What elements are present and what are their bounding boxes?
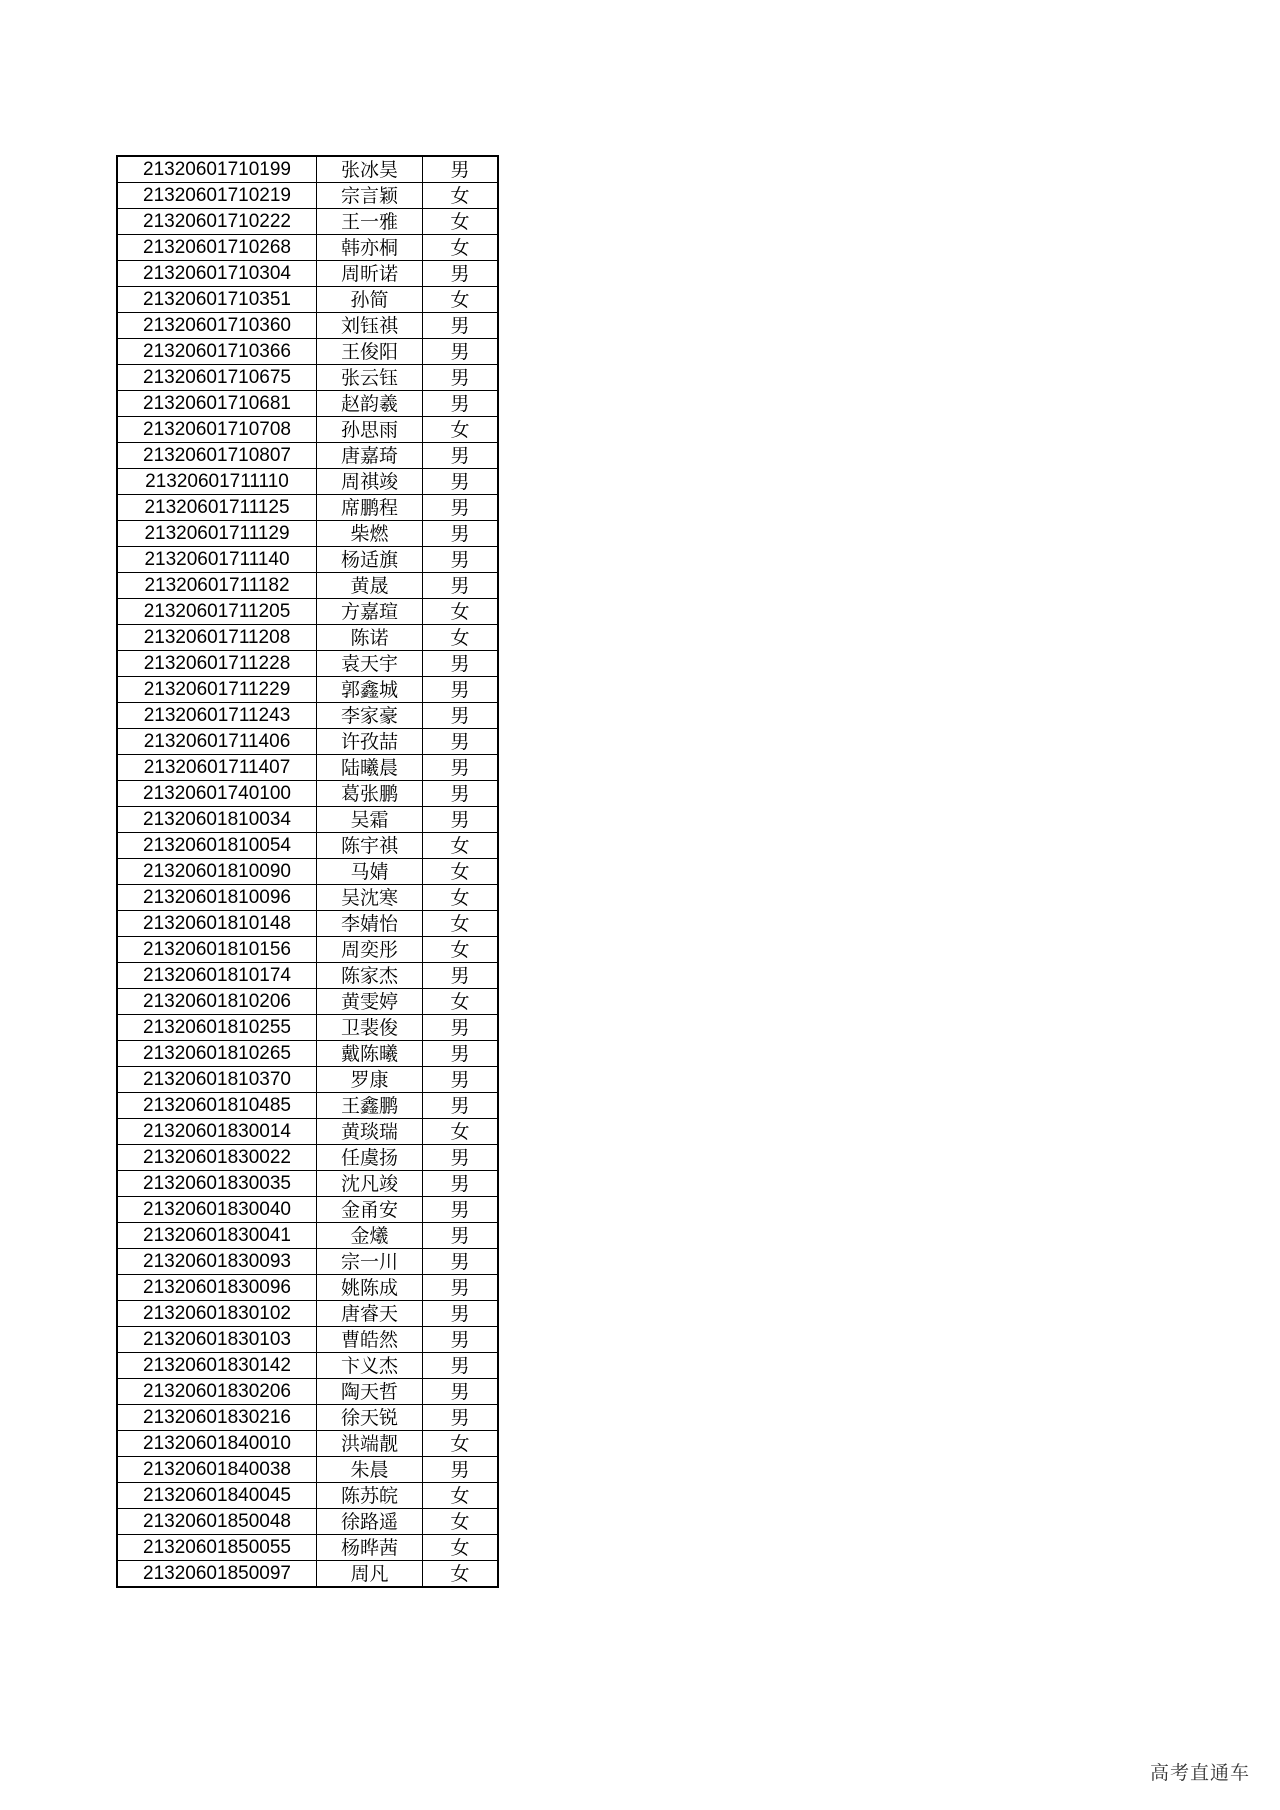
table-row bbox=[117, 573, 498, 599]
student-name-cell: 陶天哲 bbox=[317, 1379, 423, 1405]
student-sex-cell: 男 bbox=[423, 963, 499, 989]
table-row bbox=[117, 365, 498, 391]
student-sex-cell: 女 bbox=[423, 209, 499, 235]
table-row bbox=[117, 1457, 498, 1483]
student-sex-cell: 女 bbox=[423, 989, 499, 1015]
student-sex-cell: 女 bbox=[423, 235, 499, 261]
student-name-cell: 陆曦晨 bbox=[317, 755, 423, 781]
student-name-cell: 任虞扬 bbox=[317, 1145, 423, 1171]
table-row bbox=[117, 209, 498, 235]
student-id-cell: 21320601710366 bbox=[117, 339, 317, 365]
student-sex-cell: 女 bbox=[423, 859, 499, 885]
student-id-cell: 21320601830022 bbox=[117, 1145, 317, 1171]
student-name-cell: 唐嘉琦 bbox=[317, 443, 423, 469]
student-name-cell: 唐睿天 bbox=[317, 1301, 423, 1327]
student-name-cell: 杨晔茜 bbox=[317, 1535, 423, 1561]
table-row bbox=[117, 1379, 498, 1405]
student-sex-cell: 男 bbox=[423, 807, 499, 833]
table-row bbox=[117, 391, 498, 417]
student-name-cell: 姚陈成 bbox=[317, 1275, 423, 1301]
table-row bbox=[117, 937, 498, 963]
student-name-cell: 陈苏皖 bbox=[317, 1483, 423, 1509]
student-id-cell: 21320601830014 bbox=[117, 1119, 317, 1145]
table-row bbox=[117, 183, 498, 209]
student-name-cell: 张云钰 bbox=[317, 365, 423, 391]
student-sex-cell: 女 bbox=[423, 1431, 499, 1457]
student-sex-cell: 男 bbox=[423, 781, 499, 807]
student-sex-cell: 女 bbox=[423, 1561, 499, 1588]
table-row bbox=[117, 1145, 498, 1171]
student-name-cell: 宗言颖 bbox=[317, 183, 423, 209]
student-sex-cell: 女 bbox=[423, 599, 499, 625]
student-name-cell: 曹皓然 bbox=[317, 1327, 423, 1353]
table-row bbox=[117, 989, 498, 1015]
student-name-cell: 葛张鹏 bbox=[317, 781, 423, 807]
student-id-cell: 21320601850097 bbox=[117, 1561, 317, 1588]
student-name-cell: 朱晨 bbox=[317, 1457, 423, 1483]
student-id-cell: 21320601810265 bbox=[117, 1041, 317, 1067]
student-sex-cell: 男 bbox=[423, 391, 499, 417]
student-name-cell: 赵韵羲 bbox=[317, 391, 423, 417]
student-id-cell: 21320601710708 bbox=[117, 417, 317, 443]
student-sex-cell: 男 bbox=[423, 1353, 499, 1379]
student-sex-cell: 男 bbox=[423, 1041, 499, 1067]
student-id-cell: 21320601810370 bbox=[117, 1067, 317, 1093]
student-name-cell: 陈家杰 bbox=[317, 963, 423, 989]
student-id-cell: 21320601840045 bbox=[117, 1483, 317, 1509]
table-row bbox=[117, 287, 498, 313]
student-name-cell: 张冰昊 bbox=[317, 156, 423, 183]
student-name-cell: 徐天锐 bbox=[317, 1405, 423, 1431]
student-name-cell: 罗康 bbox=[317, 1067, 423, 1093]
student-sex-cell: 男 bbox=[423, 156, 499, 183]
student-id-cell: 21320601710268 bbox=[117, 235, 317, 261]
student-name-cell: 王鑫鹏 bbox=[317, 1093, 423, 1119]
student-roster-table bbox=[116, 155, 499, 1588]
student-id-cell: 21320601830040 bbox=[117, 1197, 317, 1223]
student-id-cell: 21320601710222 bbox=[117, 209, 317, 235]
student-id-cell: 21320601840038 bbox=[117, 1457, 317, 1483]
student-sex-cell: 男 bbox=[423, 261, 499, 287]
student-id-cell: 21320601810054 bbox=[117, 833, 317, 859]
student-name-cell: 席鹏程 bbox=[317, 495, 423, 521]
student-sex-cell: 男 bbox=[423, 339, 499, 365]
student-sex-cell: 男 bbox=[423, 1379, 499, 1405]
table-row bbox=[117, 755, 498, 781]
student-name-cell: 洪端靓 bbox=[317, 1431, 423, 1457]
student-id-cell: 21320601711407 bbox=[117, 755, 317, 781]
student-name-cell: 卞义杰 bbox=[317, 1353, 423, 1379]
table-row bbox=[117, 625, 498, 651]
student-id-cell: 21320601711125 bbox=[117, 495, 317, 521]
student-id-cell: 21320601840010 bbox=[117, 1431, 317, 1457]
student-sex-cell: 男 bbox=[423, 469, 499, 495]
student-name-cell: 周祺竣 bbox=[317, 469, 423, 495]
student-id-cell: 21320601830093 bbox=[117, 1249, 317, 1275]
student-sex-cell: 男 bbox=[423, 1405, 499, 1431]
student-sex-cell: 男 bbox=[423, 1093, 499, 1119]
table-row bbox=[117, 859, 498, 885]
student-id-cell: 21320601711228 bbox=[117, 651, 317, 677]
student-sex-cell: 女 bbox=[423, 287, 499, 313]
table-row bbox=[117, 781, 498, 807]
student-name-cell: 孙思雨 bbox=[317, 417, 423, 443]
student-id-cell: 21320601810206 bbox=[117, 989, 317, 1015]
table-row bbox=[117, 156, 498, 183]
student-sex-cell: 女 bbox=[423, 1509, 499, 1535]
student-name-cell: 金爔 bbox=[317, 1223, 423, 1249]
student-sex-cell: 男 bbox=[423, 755, 499, 781]
student-sex-cell: 男 bbox=[423, 1301, 499, 1327]
student-id-cell: 21320601711229 bbox=[117, 677, 317, 703]
student-sex-cell: 男 bbox=[423, 443, 499, 469]
student-sex-cell: 男 bbox=[423, 495, 499, 521]
student-name-cell: 杨适旗 bbox=[317, 547, 423, 573]
student-name-cell: 郭鑫城 bbox=[317, 677, 423, 703]
student-sex-cell: 男 bbox=[423, 521, 499, 547]
student-sex-cell: 男 bbox=[423, 1275, 499, 1301]
student-sex-cell: 男 bbox=[423, 677, 499, 703]
student-sex-cell: 男 bbox=[423, 1249, 499, 1275]
table-row bbox=[117, 599, 498, 625]
student-id-cell: 21320601711182 bbox=[117, 573, 317, 599]
student-id-cell: 21320601710675 bbox=[117, 365, 317, 391]
table-row bbox=[117, 1093, 498, 1119]
student-name-cell: 宗一川 bbox=[317, 1249, 423, 1275]
student-id-cell: 21320601830206 bbox=[117, 1379, 317, 1405]
student-name-cell: 黄晟 bbox=[317, 573, 423, 599]
table-row bbox=[117, 469, 498, 495]
student-name-cell: 李家豪 bbox=[317, 703, 423, 729]
student-id-cell: 21320601710681 bbox=[117, 391, 317, 417]
table-row bbox=[117, 1405, 498, 1431]
student-sex-cell: 男 bbox=[423, 1327, 499, 1353]
student-sex-cell: 男 bbox=[423, 365, 499, 391]
roster-body bbox=[117, 156, 498, 1587]
student-name-cell: 韩亦桐 bbox=[317, 235, 423, 261]
student-id-cell: 21320601830142 bbox=[117, 1353, 317, 1379]
student-sex-cell: 男 bbox=[423, 703, 499, 729]
student-sex-cell: 男 bbox=[423, 1197, 499, 1223]
student-sex-cell: 女 bbox=[423, 885, 499, 911]
student-name-cell: 王一雅 bbox=[317, 209, 423, 235]
table-row bbox=[117, 807, 498, 833]
student-sex-cell: 男 bbox=[423, 1457, 499, 1483]
student-id-cell: 21320601810034 bbox=[117, 807, 317, 833]
student-id-cell: 21320601810485 bbox=[117, 1093, 317, 1119]
student-id-cell: 21320601830041 bbox=[117, 1223, 317, 1249]
student-sex-cell: 女 bbox=[423, 833, 499, 859]
student-sex-cell: 男 bbox=[423, 1145, 499, 1171]
student-id-cell: 21320601850055 bbox=[117, 1535, 317, 1561]
table-row bbox=[117, 339, 498, 365]
student-id-cell: 21320601711208 bbox=[117, 625, 317, 651]
student-sex-cell: 男 bbox=[423, 573, 499, 599]
student-id-cell: 21320601710199 bbox=[117, 156, 317, 183]
student-id-cell: 21320601710807 bbox=[117, 443, 317, 469]
student-name-cell: 黄雯婷 bbox=[317, 989, 423, 1015]
student-name-cell: 马婧 bbox=[317, 859, 423, 885]
table-row bbox=[117, 1015, 498, 1041]
student-name-cell: 徐路遥 bbox=[317, 1509, 423, 1535]
student-name-cell: 柴燃 bbox=[317, 521, 423, 547]
student-name-cell: 王俊阳 bbox=[317, 339, 423, 365]
student-sex-cell: 男 bbox=[423, 1171, 499, 1197]
student-sex-cell: 女 bbox=[423, 1119, 499, 1145]
student-name-cell: 许孜喆 bbox=[317, 729, 423, 755]
student-name-cell: 刘钰祺 bbox=[317, 313, 423, 339]
table-row bbox=[117, 495, 498, 521]
student-sex-cell: 女 bbox=[423, 417, 499, 443]
student-name-cell: 陈诺 bbox=[317, 625, 423, 651]
student-id-cell: 21320601850048 bbox=[117, 1509, 317, 1535]
student-name-cell: 周凡 bbox=[317, 1561, 423, 1588]
student-sex-cell: 女 bbox=[423, 625, 499, 651]
student-id-cell: 21320601710360 bbox=[117, 313, 317, 339]
student-sex-cell: 男 bbox=[423, 1223, 499, 1249]
table-row bbox=[117, 1431, 498, 1457]
student-sex-cell: 女 bbox=[423, 1483, 499, 1509]
table-row bbox=[117, 1353, 498, 1379]
table-row bbox=[117, 1249, 498, 1275]
table-row bbox=[117, 963, 498, 989]
table-row bbox=[117, 1535, 498, 1561]
student-id-cell: 21320601710351 bbox=[117, 287, 317, 313]
student-id-cell: 21320601830102 bbox=[117, 1301, 317, 1327]
student-sex-cell: 男 bbox=[423, 1015, 499, 1041]
student-name-cell: 周奕彤 bbox=[317, 937, 423, 963]
student-sex-cell: 男 bbox=[423, 547, 499, 573]
student-name-cell: 周昕诺 bbox=[317, 261, 423, 287]
student-sex-cell: 女 bbox=[423, 183, 499, 209]
table-row bbox=[117, 261, 498, 287]
student-name-cell: 戴陈曦 bbox=[317, 1041, 423, 1067]
student-id-cell: 21320601830096 bbox=[117, 1275, 317, 1301]
student-name-cell: 方嘉瑄 bbox=[317, 599, 423, 625]
table-row bbox=[117, 1509, 498, 1535]
student-sex-cell: 男 bbox=[423, 729, 499, 755]
student-id-cell: 21320601711205 bbox=[117, 599, 317, 625]
table-row bbox=[117, 651, 498, 677]
student-id-cell: 21320601810096 bbox=[117, 885, 317, 911]
student-id-cell: 21320601810174 bbox=[117, 963, 317, 989]
table-row bbox=[117, 1483, 498, 1509]
student-id-cell: 21320601830216 bbox=[117, 1405, 317, 1431]
student-id-cell: 21320601810090 bbox=[117, 859, 317, 885]
table-row bbox=[117, 729, 498, 755]
student-id-cell: 21320601740100 bbox=[117, 781, 317, 807]
table-row bbox=[117, 235, 498, 261]
student-name-cell: 卫裴俊 bbox=[317, 1015, 423, 1041]
table-row bbox=[117, 1119, 498, 1145]
student-id-cell: 21320601711243 bbox=[117, 703, 317, 729]
student-name-cell: 陈宇祺 bbox=[317, 833, 423, 859]
student-id-cell: 21320601810255 bbox=[117, 1015, 317, 1041]
table-row bbox=[117, 1067, 498, 1093]
student-id-cell: 21320601810148 bbox=[117, 911, 317, 937]
table-row bbox=[117, 521, 498, 547]
table-row bbox=[117, 703, 498, 729]
student-name-cell: 沈凡竣 bbox=[317, 1171, 423, 1197]
student-sex-cell: 男 bbox=[423, 651, 499, 677]
table-row bbox=[117, 677, 498, 703]
student-name-cell: 黄琰瑞 bbox=[317, 1119, 423, 1145]
table-row bbox=[117, 833, 498, 859]
student-name-cell: 吴沈寒 bbox=[317, 885, 423, 911]
table-row bbox=[117, 1223, 498, 1249]
table-row bbox=[117, 911, 498, 937]
student-id-cell: 21320601711110 bbox=[117, 469, 317, 495]
student-sex-cell: 女 bbox=[423, 911, 499, 937]
table-row bbox=[117, 1275, 498, 1301]
table-row bbox=[117, 547, 498, 573]
student-name-cell: 孙简 bbox=[317, 287, 423, 313]
table-row bbox=[117, 885, 498, 911]
student-name-cell: 吴霜 bbox=[317, 807, 423, 833]
student-sex-cell: 男 bbox=[423, 1067, 499, 1093]
table-row bbox=[117, 1561, 498, 1588]
table-row bbox=[117, 1197, 498, 1223]
student-sex-cell: 男 bbox=[423, 313, 499, 339]
table-row bbox=[117, 1171, 498, 1197]
student-id-cell: 21320601710219 bbox=[117, 183, 317, 209]
student-name-cell: 李婧怡 bbox=[317, 911, 423, 937]
student-id-cell: 21320601810156 bbox=[117, 937, 317, 963]
table-row bbox=[117, 1301, 498, 1327]
student-sex-cell: 女 bbox=[423, 937, 499, 963]
table-row bbox=[117, 417, 498, 443]
student-id-cell: 21320601711140 bbox=[117, 547, 317, 573]
student-id-cell: 21320601711406 bbox=[117, 729, 317, 755]
table-row bbox=[117, 443, 498, 469]
student-name-cell: 袁天宇 bbox=[317, 651, 423, 677]
student-id-cell: 21320601830103 bbox=[117, 1327, 317, 1353]
student-sex-cell: 女 bbox=[423, 1535, 499, 1561]
table-row bbox=[117, 1327, 498, 1353]
student-id-cell: 21320601711129 bbox=[117, 521, 317, 547]
student-id-cell: 21320601830035 bbox=[117, 1171, 317, 1197]
watermark-text: 高考直通车 bbox=[1149, 1762, 1250, 1784]
student-name-cell: 金甬安 bbox=[317, 1197, 423, 1223]
student-id-cell: 21320601710304 bbox=[117, 261, 317, 287]
table-row bbox=[117, 1041, 498, 1067]
table-row bbox=[117, 313, 498, 339]
